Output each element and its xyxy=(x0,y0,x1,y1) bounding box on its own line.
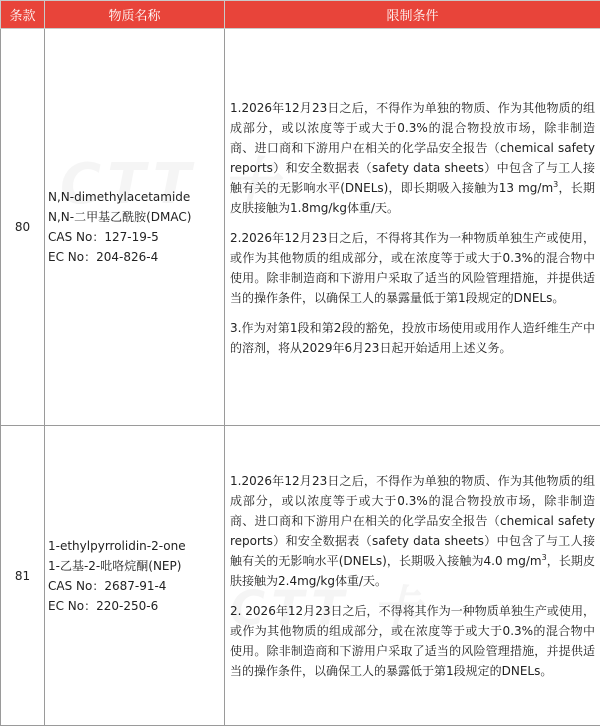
substance-ec-number: EC No：220-250-6 xyxy=(48,598,159,613)
substance-cas-number: CAS No：127-19-5 xyxy=(48,230,159,244)
condition-paragraph-3: 3.作为对第1段和第2段的豁免，投放市场使用或用作人造纤维生产中的溶剂，将从2029年6月23日起开始适用上述义务。 xyxy=(230,320,595,355)
table-header-row xyxy=(1,1,600,29)
substance-cas-number: CAS No：2687-91-4 xyxy=(48,578,167,593)
substance-chinese-name: 1-乙基-2-吡咯烷酮(NEP) xyxy=(48,558,182,573)
conditions-cell xyxy=(225,29,600,426)
table-row xyxy=(1,426,600,726)
table-row xyxy=(1,29,600,426)
substance-cell xyxy=(45,426,225,726)
clause-number: 80 xyxy=(1,29,45,426)
condition-paragraph-2: 2.2026年12月23日之后，不得将其作为一种物质单独生产或使用，或作为其他物质的组成部分，或在浓度等于或大于0.3%的混合物中使用。除非制造商和下游用户采取了适当的风险管理措施，并提供适当的操作条件，以确保工人的暴露量低于第1段规定的DNELs。 xyxy=(230,230,595,305)
conditions-cell xyxy=(225,426,600,726)
header-restriction-conditions: 限制条件 xyxy=(225,1,600,29)
substance-chinese-name: N,N-二甲基乙酰胺(DMAC) xyxy=(48,210,192,224)
substance-english-name: 1-ethylpyrrolidin-2-one xyxy=(48,538,186,553)
substance-cell xyxy=(45,29,225,426)
condition-paragraph-1: 1.2026年12月23日之后，不得作为单独的物质、作为其他物质的组成部分，或以浓度等于或大于0.3%的混合物投放市场，除非制造商、进口商和下游用户在相关的化学品安全报告（chemical safety reports）和安全数据表（safety data sheets）中包含了与工人接触有关的无影响水平(DNELs)，长期吸入接触为4.0 $mg/m^3$，长期皮肤接触为2.4mg/kg体重/天。 xyxy=(230,474,595,588)
header-clause-no: 条款 xyxy=(1,1,45,29)
header-substance-name: 物质名称 xyxy=(45,1,225,29)
condition-paragraph-2: 2. 2026年12月23日之后，不得将其作为一种物质单独生产或使用，或作为其他物质的组成部分，或在浓度等于或大于0.3%的混合物中使用。除非制造商和下游用户采取了适当的风险管理措施，并提供适当的操作条件，以确保工人的暴露低于第1段规定的DNELs。 xyxy=(230,604,595,678)
substance-ec-number: EC No：204-826-4 xyxy=(48,250,159,264)
substance-english-name: N,N-dimethylacetamide xyxy=(48,190,191,204)
clause-number: 81 xyxy=(1,426,45,726)
condition-paragraph-1: 1.2026年12月23日之后，不得作为单独的物质、作为其他物质的组成部分，或以浓度等于或大于0.3%的混合物投放市场，除非制造商、进口商和下游用户在相关的化学品安全报告（chemical safety reports）和安全数据表（safety data sheets）中包含了与工人接触有关的无影响水平(DNELs)，即长期吸入接触为13 $mg/m^3$，长期皮肤接触为1.8mg/kg体重/天。 xyxy=(230,100,595,215)
